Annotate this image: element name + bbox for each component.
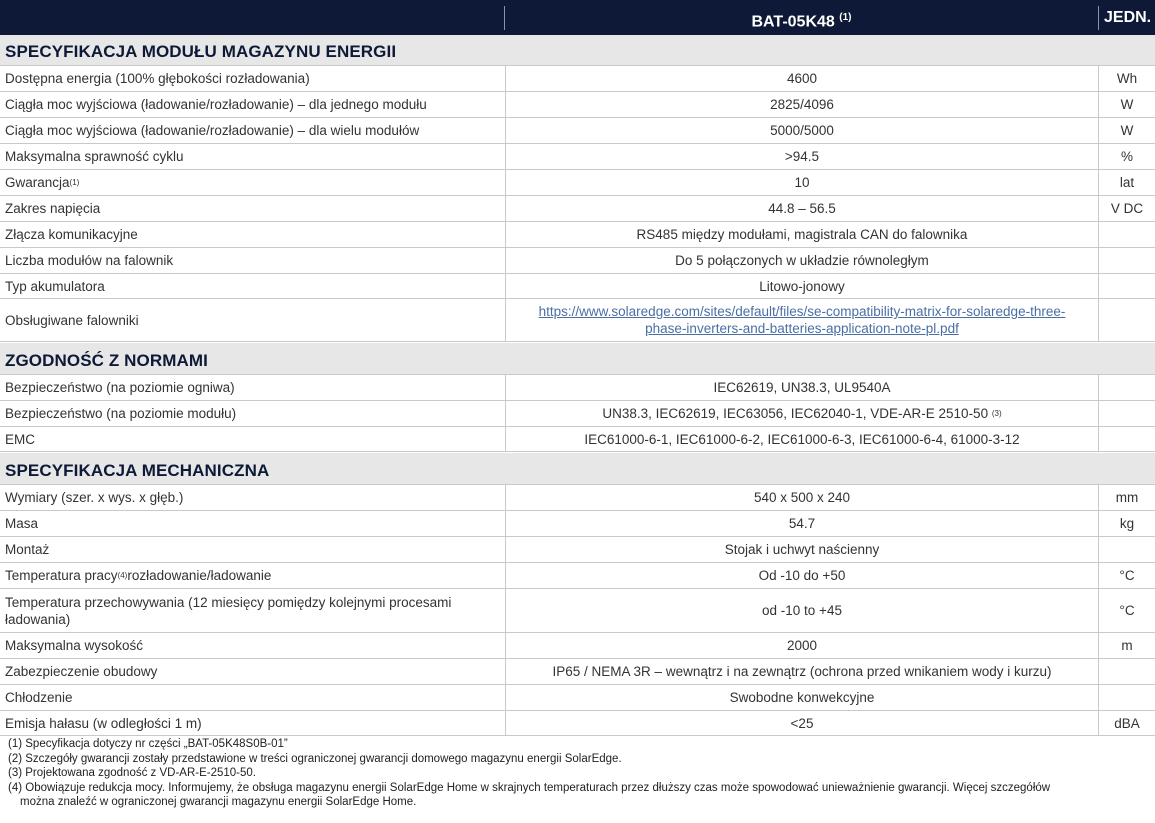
table-row bbox=[0, 374, 1155, 400]
table-row bbox=[0, 91, 1155, 117]
row-value: 5000/5000 bbox=[505, 118, 1098, 143]
row-label: Dostępna energia (100% głębokości rozładowania) bbox=[5, 71, 310, 86]
section-header-mechanical: SPECYFIKACJA MECHANICZNA bbox=[0, 453, 1155, 484]
row-value: 2825/4096 bbox=[505, 92, 1098, 117]
row-label: Ciągła moc wyjściowa (ładowanie/rozładowanie) – dla jednego modułu bbox=[5, 97, 427, 112]
row-unit: m bbox=[1098, 633, 1155, 658]
compatibility-link[interactable]: https://www.solaredge.com/sites/default/files/se-compatibility-matrix-for-solaredge-three- phase-inverters-and-batteries-application-note-pl.pdf bbox=[538, 304, 1066, 336]
table-row bbox=[0, 658, 1155, 684]
row-value: 540 x 500 x 240 bbox=[505, 485, 1098, 510]
row-unit: Wh bbox=[1098, 66, 1155, 91]
section-header-standards: ZGODNOŚĆ Z NORMAMI bbox=[0, 343, 1155, 374]
table-row bbox=[0, 247, 1155, 273]
row-value: IP65 / NEMA 3R – wewnątrz i na zewnątrz (ochrona przed wnikaniem wody i kurzu) bbox=[505, 659, 1098, 684]
row-label: Zabezpieczenie obudowy bbox=[5, 664, 158, 679]
footnote: (3) Projektowana zgodność z VD-AR-E-2510-50. bbox=[8, 767, 257, 779]
model-column-header: BAT-05K48 $^{(1)}$ bbox=[751, 12, 852, 31]
row-label: Temperatura pracy (4) rozładowanie/ładowanie bbox=[5, 568, 272, 583]
table-row bbox=[0, 195, 1155, 221]
table-row bbox=[0, 221, 1155, 247]
row-value: 2000 bbox=[505, 633, 1098, 658]
row-unit bbox=[1098, 222, 1155, 247]
row-label: Wymiary (szer. x wys. x głęb.) bbox=[5, 490, 184, 505]
footnote: (1) Specyfikacja dotyczy nr części „BAT-05K48S0B-01” bbox=[8, 738, 288, 750]
row-label: Liczba modułów na falownik bbox=[5, 253, 174, 268]
row-label: Maksymalna wysokość bbox=[5, 638, 144, 653]
row-value: 44.8 – 56.5 bbox=[505, 196, 1098, 221]
row-label: Bezpieczeństwo (na poziomie modułu) bbox=[5, 406, 237, 421]
table-row bbox=[0, 484, 1155, 510]
table-row bbox=[0, 400, 1155, 426]
table-row bbox=[0, 510, 1155, 536]
table-row bbox=[0, 632, 1155, 658]
row-unit: mm bbox=[1098, 485, 1155, 510]
row-value: 10 bbox=[505, 170, 1098, 195]
section-header-energy-module: SPECYFIKACJA MODUŁU MAGAZYNU ENERGII bbox=[0, 35, 1155, 65]
row-unit: V DC bbox=[1098, 196, 1155, 221]
table-row bbox=[0, 562, 1155, 588]
row-value: IEC61000-6-1, IEC61000-6-2, IEC61000-6-3, IEC61000-6-4, 61000-3-12 bbox=[505, 427, 1098, 451]
row-value: Litowo-jonowy bbox=[505, 274, 1098, 298]
row-unit bbox=[1098, 401, 1155, 426]
table-row bbox=[0, 143, 1155, 169]
row-label: Zakres napięcia bbox=[5, 201, 101, 216]
footnotes bbox=[8, 737, 1148, 810]
row-label: Temperatura przechowywania (12 miesięcy pomiędzy kolejnymi procesami ładowania) bbox=[5, 594, 452, 627]
row-unit bbox=[1098, 299, 1155, 341]
table-row bbox=[0, 684, 1155, 710]
row-label: Chłodzenie bbox=[5, 690, 73, 705]
row-value: 54.7 bbox=[505, 511, 1098, 536]
row-value: Od -10 do +50 bbox=[505, 563, 1098, 588]
row-label: Maksymalna sprawność cyklu bbox=[5, 149, 184, 164]
row-unit: W bbox=[1098, 92, 1155, 117]
footnote: (2) Szczegóły gwarancji zostały przedstawione w treści ograniczonej gwarancji domowego magazynu energii SolarEdge. bbox=[8, 752, 622, 765]
row-unit bbox=[1098, 427, 1155, 451]
row-value: >94.5 bbox=[505, 144, 1098, 169]
row-value: Do 5 połączonych w układzie równoległym bbox=[505, 248, 1098, 273]
row-label: Masa bbox=[5, 516, 39, 531]
row-value: RS485 między modułami, magistrala CAN do falownika bbox=[505, 222, 1098, 247]
table-row bbox=[0, 117, 1155, 143]
row-unit bbox=[1098, 248, 1155, 273]
row-unit bbox=[1098, 685, 1155, 710]
row-value: Swobodne konwekcyjne bbox=[505, 685, 1098, 710]
row-unit bbox=[1098, 274, 1155, 298]
table-row bbox=[0, 710, 1155, 736]
row-unit: W bbox=[1098, 118, 1155, 143]
row-unit: kg bbox=[1098, 511, 1155, 536]
row-value: Stojak i uchwyt naścienny bbox=[505, 537, 1098, 562]
row-label: Złącza komunikacyjne bbox=[5, 227, 138, 242]
row-unit: dBA bbox=[1098, 711, 1155, 735]
row-value: UN38.3, IEC62619, IEC63056, IEC62040-1, VDE-AR-E 2510-50 (3) bbox=[505, 401, 1098, 426]
table-row bbox=[0, 588, 1155, 632]
row-unit: °C bbox=[1098, 563, 1155, 588]
row-unit: lat bbox=[1098, 170, 1155, 195]
row-unit bbox=[1098, 375, 1155, 400]
row-label: Bezpieczeństwo (na poziomie ogniwa) bbox=[5, 380, 235, 395]
row-value: 4600 bbox=[505, 66, 1098, 91]
unit-column-header: JEDN. bbox=[1104, 9, 1152, 26]
row-value: IEC62619, UN38.3, UL9540A bbox=[505, 375, 1098, 400]
row-label: Obsługiwane falowniki bbox=[5, 312, 139, 328]
row-unit: °C bbox=[1098, 589, 1155, 632]
footnote: można znaleźć w ograniczonej gwarancji magazynu energii SolarEdge Home. bbox=[20, 796, 417, 808]
row-label: Gwarancja (1) bbox=[5, 175, 80, 190]
table-row bbox=[0, 536, 1155, 562]
row-label: Montaż bbox=[5, 542, 50, 557]
table-row bbox=[0, 426, 1155, 452]
table-row bbox=[0, 273, 1155, 298]
table-row bbox=[0, 298, 1155, 342]
table-row bbox=[0, 169, 1155, 195]
header-divider bbox=[1098, 6, 1099, 30]
row-value: <25 bbox=[505, 711, 1098, 735]
row-value: od -10 to +45 bbox=[505, 589, 1098, 632]
table-row bbox=[0, 65, 1155, 91]
row-label: Emisja hałasu (w odległości 1 m) bbox=[5, 715, 202, 731]
row-label: EMC bbox=[5, 431, 35, 447]
row-value bbox=[505, 299, 1098, 341]
footnote: (4) Obowiązuje redukcja mocy. Informujemy, że obsługa magazynu energii SolarEdge Home w skrajnych temperaturach przez dłuższy czas może spowodować unieważnienie gwarancji. Więcej szczegółów bbox=[8, 781, 1051, 794]
row-unit bbox=[1098, 659, 1155, 684]
row-unit bbox=[1098, 537, 1155, 562]
table-header bbox=[0, 0, 1155, 35]
row-label: Typ akumulatora bbox=[5, 278, 105, 294]
row-unit: % bbox=[1098, 144, 1155, 169]
row-label: Ciągła moc wyjściowa (ładowanie/rozładowanie) – dla wielu modułów bbox=[5, 123, 420, 138]
